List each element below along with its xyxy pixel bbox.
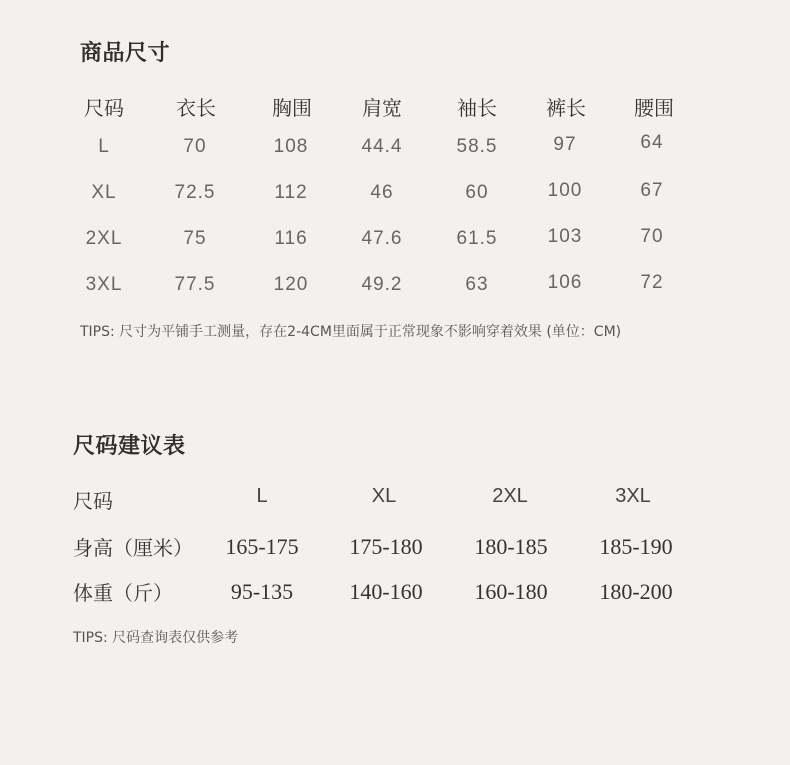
measurement-tips: TIPS: 尺寸为平铺手工测量，存在2-4CM里面属于正常现象不影响穿着效果 (单位：CM) bbox=[80, 324, 622, 340]
cell-length: 77.5 bbox=[174, 274, 216, 295]
cell-size: 3XL bbox=[85, 274, 123, 295]
height-xl: 175-180 bbox=[349, 534, 423, 559]
header-length: 衣长 bbox=[176, 96, 216, 120]
height-2xl: 180-185 bbox=[474, 534, 548, 559]
height-l: 165-175 bbox=[225, 534, 299, 559]
cell-waist: 67 bbox=[640, 180, 664, 201]
cell-waist: 64 bbox=[640, 132, 664, 153]
header-sleeve: 袖长 bbox=[457, 96, 497, 120]
cell-sleeve: 58.5 bbox=[456, 136, 498, 157]
table-row bbox=[0, 228, 790, 252]
cell-pants-length: 106 bbox=[547, 272, 583, 293]
cell-size: XL bbox=[91, 182, 117, 203]
cell-length: 75 bbox=[183, 228, 207, 249]
size-xl: XL bbox=[371, 485, 397, 507]
height-label: 身高（厘米） bbox=[73, 536, 193, 560]
size-guide-weight-row bbox=[0, 577, 790, 607]
weight-2xl: 160-180 bbox=[474, 579, 548, 604]
weight-xl: 140-160 bbox=[349, 579, 423, 604]
size-guide-title: 尺码建议表 bbox=[73, 434, 186, 459]
cell-size: L bbox=[98, 136, 110, 157]
cell-shoulder: 49.2 bbox=[361, 274, 403, 295]
cell-waist: 70 bbox=[640, 226, 664, 247]
cell-size: 2XL bbox=[85, 228, 123, 249]
cell-shoulder: 47.6 bbox=[361, 228, 403, 249]
cell-shoulder: 44.4 bbox=[361, 136, 403, 157]
size-chart-title: 商品尺寸 bbox=[80, 41, 171, 66]
header-pants-length: 裤长 bbox=[546, 96, 586, 120]
cell-waist: 72 bbox=[640, 272, 664, 293]
cell-sleeve: 60 bbox=[465, 182, 489, 203]
cell-chest: 120 bbox=[273, 274, 309, 295]
weight-label: 体重（斤） bbox=[73, 581, 173, 605]
header-shoulder: 肩宽 bbox=[362, 96, 402, 120]
size-2xl: 2XL bbox=[492, 485, 528, 507]
header-chest: 胸围 bbox=[272, 96, 312, 120]
cell-sleeve: 61.5 bbox=[456, 228, 498, 249]
cell-chest: 116 bbox=[274, 228, 308, 249]
cell-length: 72.5 bbox=[174, 182, 216, 203]
size-guide-size-row bbox=[0, 485, 790, 515]
size-guide-tips: TIPS: 尺码查询表仅供参考 bbox=[73, 630, 239, 646]
header-size: 尺码 bbox=[84, 96, 124, 120]
size-3xl: 3XL bbox=[615, 485, 651, 507]
weight-l: 95-135 bbox=[230, 579, 294, 604]
cell-shoulder: 46 bbox=[370, 182, 394, 203]
size-l: L bbox=[256, 485, 268, 507]
cell-pants-length: 103 bbox=[547, 226, 583, 247]
cell-chest: 108 bbox=[273, 136, 309, 157]
table-row bbox=[0, 132, 790, 160]
table-row bbox=[0, 274, 790, 298]
height-3xl: 185-190 bbox=[599, 534, 673, 559]
cell-pants-length: 97 bbox=[553, 134, 577, 155]
header-waist: 腰围 bbox=[634, 96, 674, 120]
cell-sleeve: 63 bbox=[465, 274, 489, 295]
size-guide-height-row bbox=[0, 532, 790, 562]
cell-chest: 112 bbox=[274, 182, 308, 203]
size-table-header bbox=[0, 92, 790, 122]
cell-pants-length: 100 bbox=[547, 180, 583, 201]
weight-3xl: 180-200 bbox=[599, 579, 673, 604]
size-label: 尺码 bbox=[73, 489, 113, 513]
table-row bbox=[0, 182, 790, 206]
cell-length: 70 bbox=[183, 136, 207, 157]
